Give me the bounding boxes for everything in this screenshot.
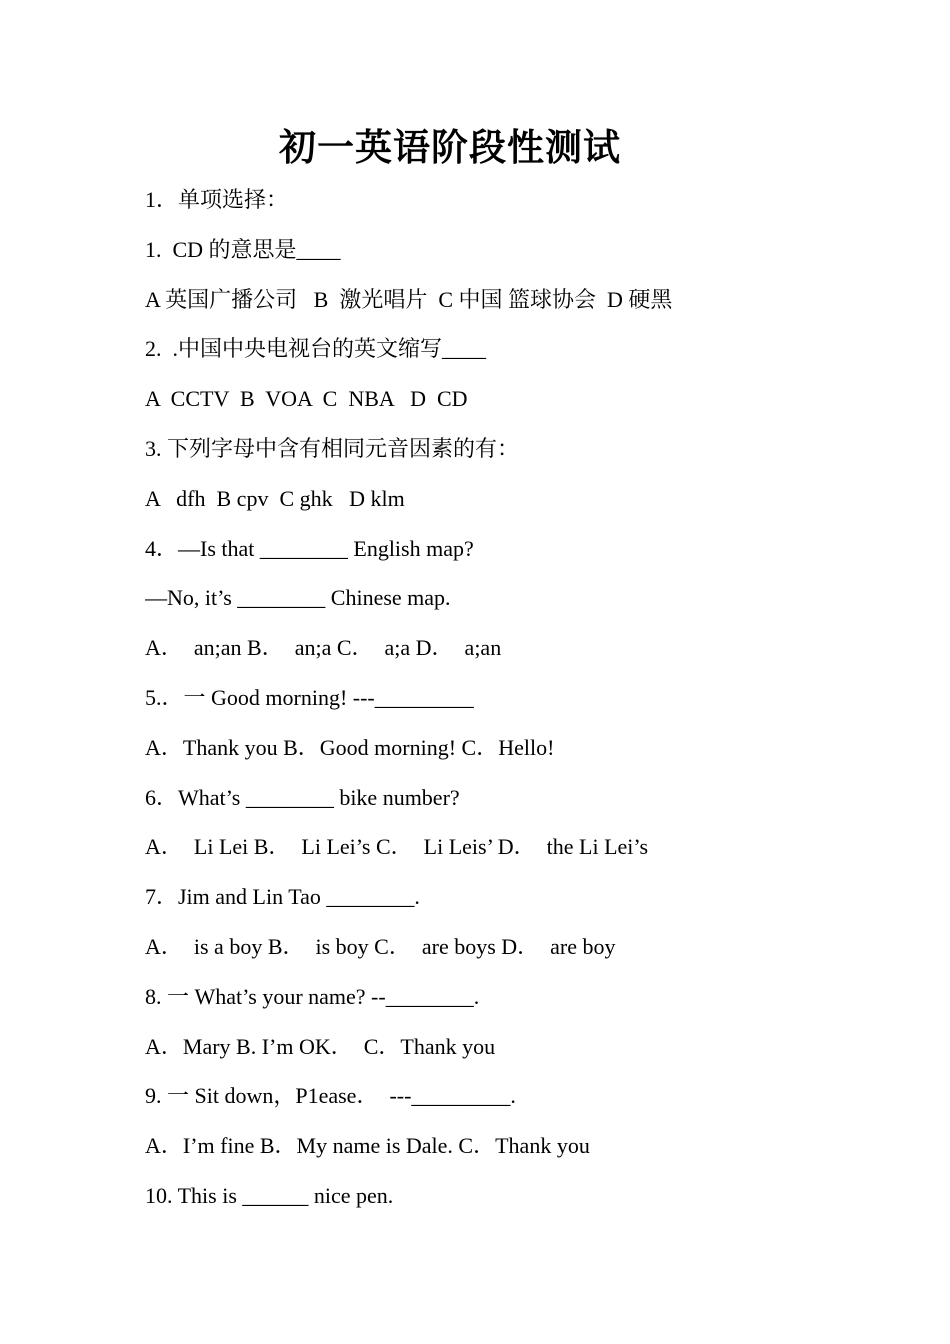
question-5-options: A．Thank you B．Good morning! C．Hello! [145,734,555,760]
question-5: 5.．一 Good morning! ---_________ [145,684,474,710]
question-6-options: A． Li Lei B． Li Lei’s C． Li Leis’ D． the Li Lei’s [145,834,649,860]
question-4: 4．—Is that ________ English map? [145,535,474,561]
question-1: 1. CD 的意思是____ [145,236,341,262]
question-10: 10. This is ______ nice pen. [145,1182,394,1208]
question-4-reply: —No, it’s ________ Chinese map. [145,585,451,611]
question-4-options: A． an;an B． an;a C． a;a D． a;an [145,635,502,661]
page-title: 初一英语阶段性测试 [279,125,621,169]
question-3: 3. 下列字母中含有相同元音因素的有： [145,435,520,461]
question-3-options: A dfh B cpv C ghk D klm [145,485,405,511]
question-2: 2. .中国中央电视台的英文缩写____ [145,336,487,362]
question-7-options: A． is a boy B． is boy C． are boys D． are boy [145,933,616,959]
question-1-options: A 英国广播公司 B 激光唱片 C 中国 篮球协会 D 硬黑 [145,286,673,312]
question-list [145,175,905,1221]
question-9-options: A．I’m fine B．My name is Dale. C．Thank you [145,1133,590,1159]
question-8-options: A．Mary B. I’m OK． C．Thank you [145,1033,496,1059]
question-2-options: A CCTV B VOA C NBA D CD [145,386,468,412]
section-heading: 1．单项选择： [145,187,289,212]
question-9: 9. 一 Sit down，P1ease． ---_________. [145,1083,516,1109]
question-7: 7．Jim and Lin Tao ________. [145,884,420,910]
question-6: 6．What’s ________ bike number? [145,784,460,810]
question-8: 8. 一 What’s your name? --________. [145,983,480,1009]
